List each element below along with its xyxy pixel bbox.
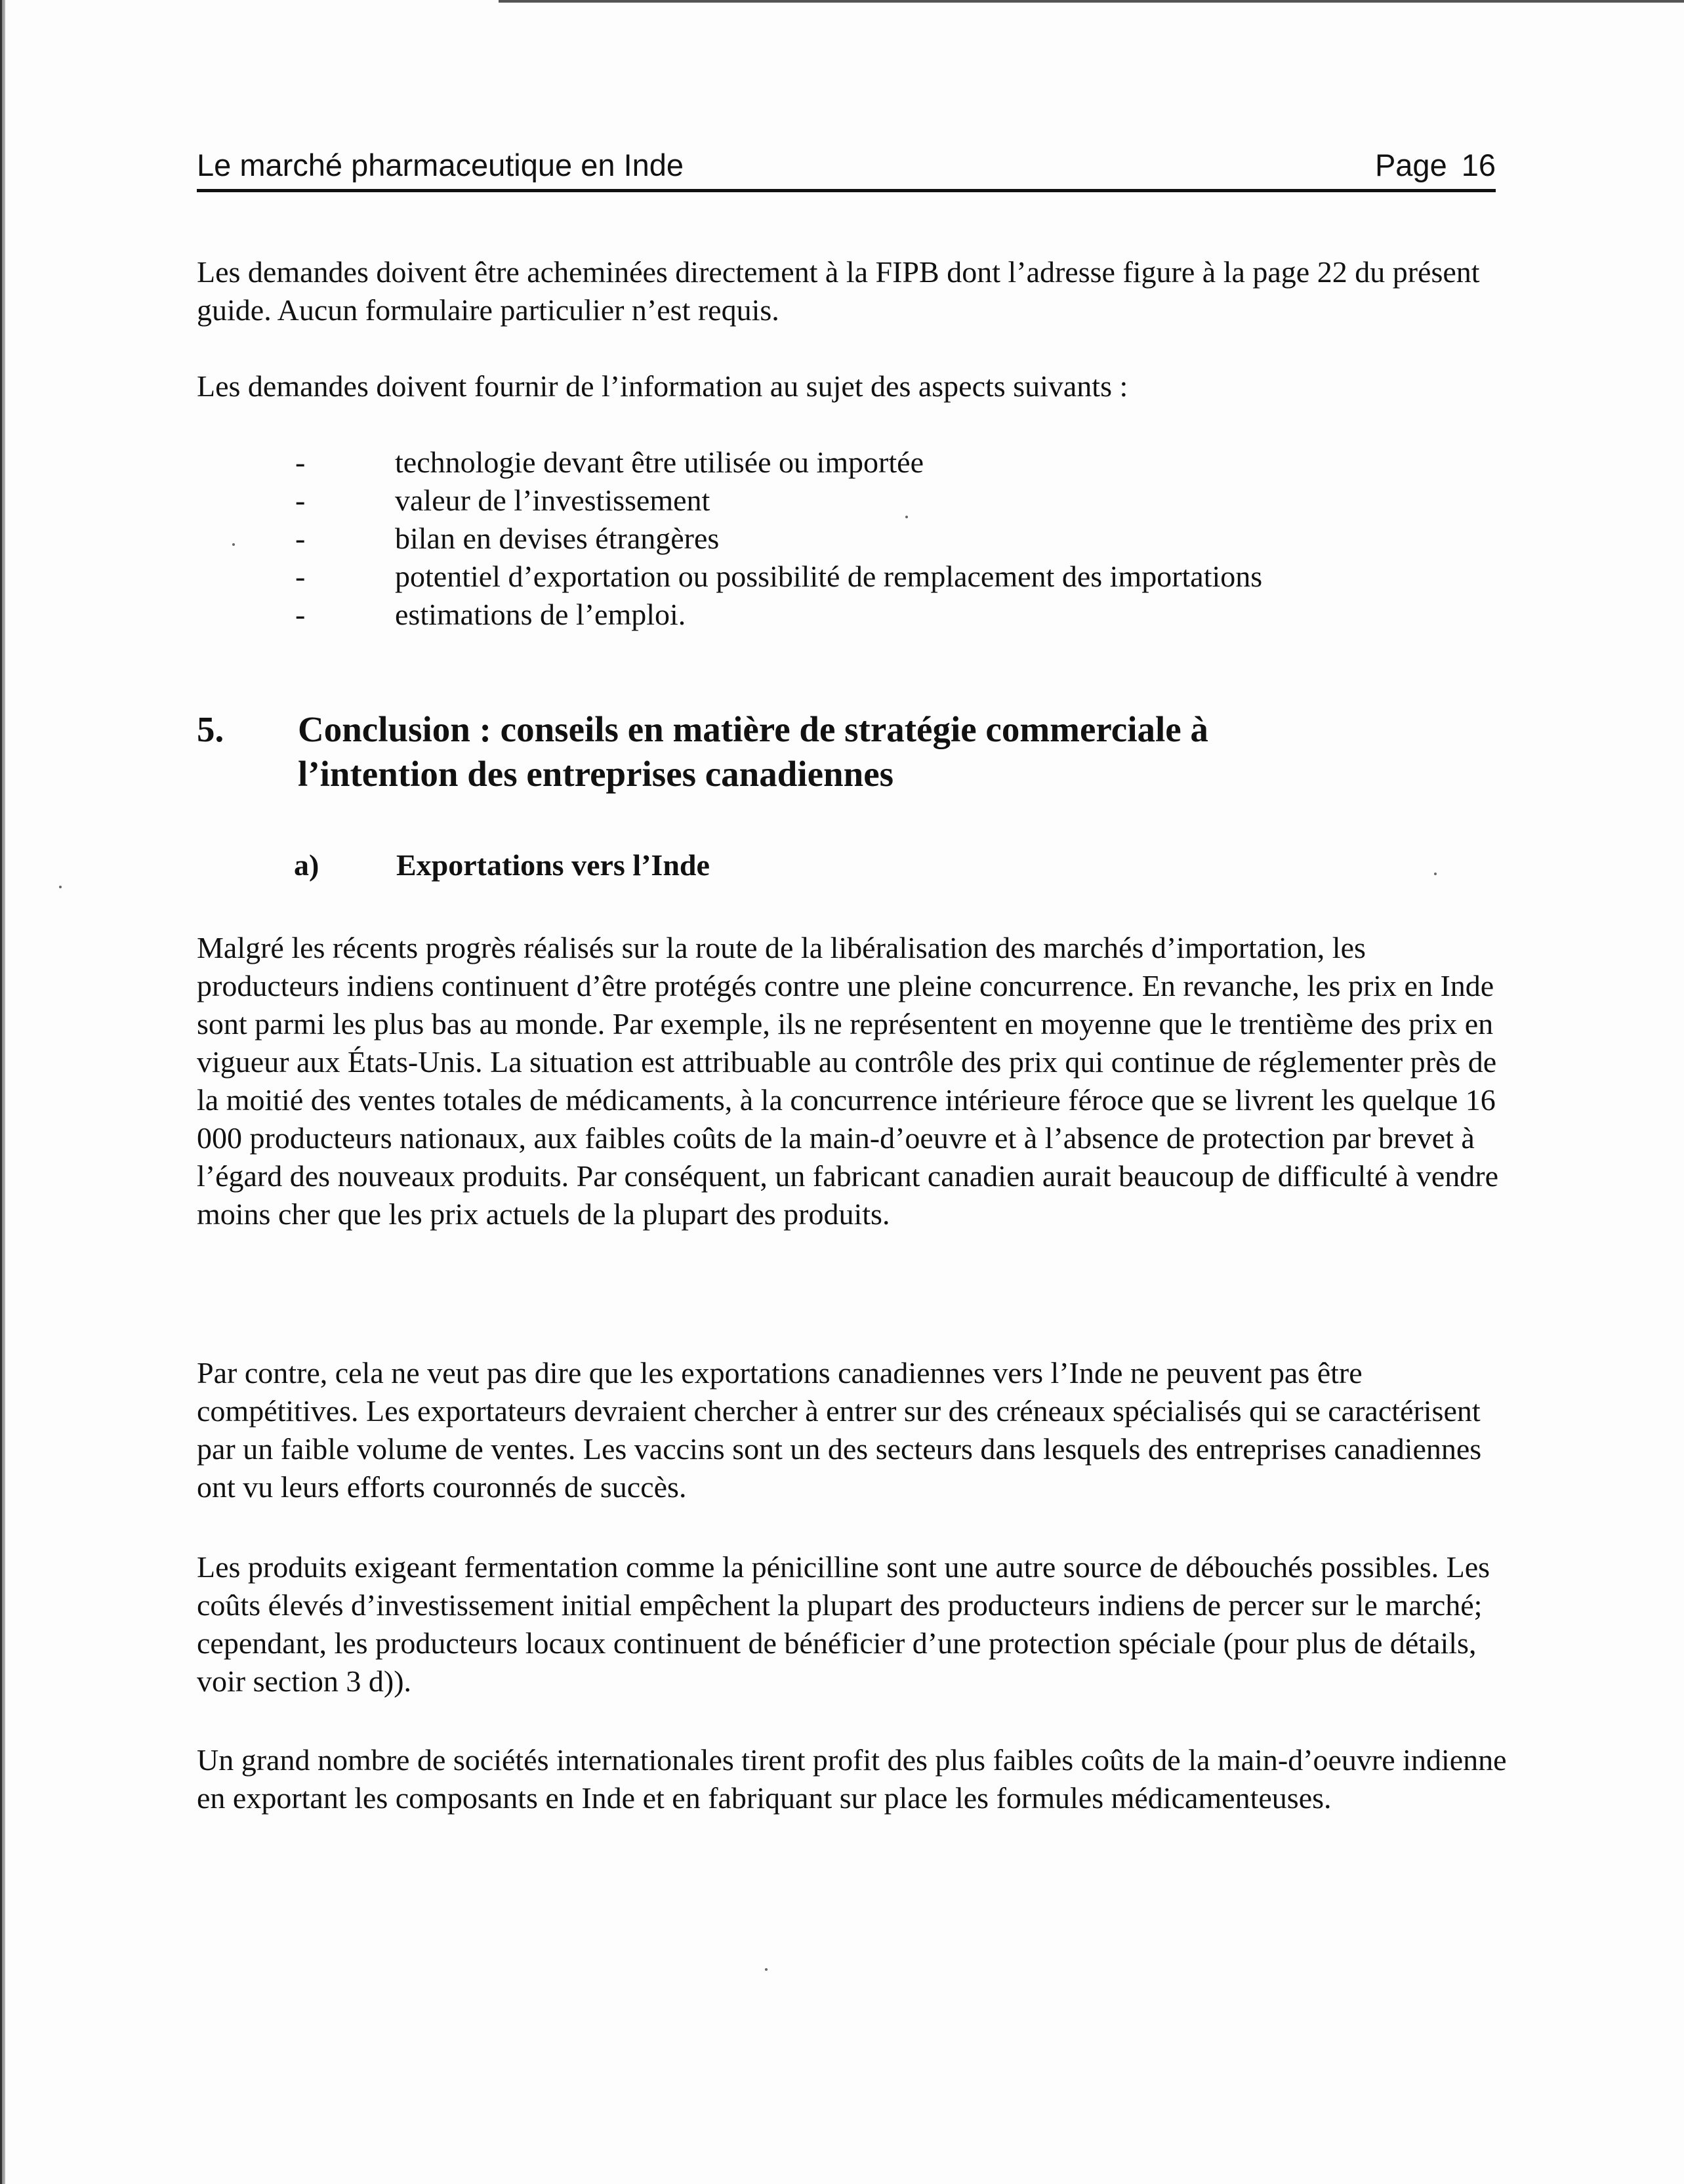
header-title: Le marché pharmaceutique en Inde	[197, 148, 684, 182]
section-title-line-2: l’intention des entreprises canadiennes	[298, 754, 894, 794]
list-item	[197, 596, 1509, 634]
scan-top-edge	[499, 0, 1684, 3]
scan-speck	[1434, 873, 1437, 875]
list-item-text: potentiel d’exportation ou possibilité de remplacement des importations	[395, 560, 1263, 593]
bullet-dash: -	[295, 598, 306, 631]
paragraph-international-firms: Un grand nombre de sociétés internationales tirent profit des plus faibles coûts de la main-d’oeuvre indienne en exportant les composants en Inde et en fabriquant sur place les formules médicamenteuses.	[197, 1743, 1507, 1815]
bullet-dash: -	[295, 560, 306, 593]
page-number-label	[1375, 147, 1496, 183]
scan-speck	[765, 1968, 768, 1971]
bullet-dash: -	[295, 484, 306, 517]
scan-speck	[59, 886, 62, 888]
paragraph-requirements-intro: Les demandes doivent fournir de l’information au sujet des aspects suivants :	[197, 369, 1128, 403]
list-item-text: valeur de l’investissement	[395, 484, 710, 517]
bullet-dash: -	[295, 522, 306, 555]
list-item-text: technologie devant être utilisée ou importée	[395, 445, 924, 479]
subsection-letter: a)	[294, 848, 319, 882]
paragraph-fermentation-products: Les produits exigeant fermentation comme la pénicilline sont une autre source de débouchés possibles. Les coûts élevés d’investissement initial empêchent la plupart des producteurs indiens de percer sur le marché; cependant, les producteurs locaux continuent de bénéficier d’une protection spéciale (pour plus de détails, voir section 3 d)).	[197, 1550, 1490, 1698]
section-title-line-1: Conclusion : conseils en matière de stratégie commerciale à	[298, 709, 1208, 749]
list-item	[197, 443, 1509, 482]
paragraph-niche-exports: Par contre, cela ne veut pas dire que les exportations canadiennes vers l’Inde ne peuvent pas être compétitives. Les exportateurs devraient chercher à entrer sur des créneaux spécialisés qui se caractérisent par un faible volume de ventes. Les vaccins sont un des secteurs dans lesquels des entreprises canadiennes ont vu leurs efforts couronnés de succès.	[197, 1356, 1482, 1504]
bullet-dash: -	[295, 445, 306, 479]
section-title	[298, 707, 1479, 796]
page-number: 16	[1461, 148, 1496, 182]
section-number: 5.	[197, 709, 224, 749]
requirements-list	[197, 443, 1509, 634]
scan-speck	[232, 543, 235, 546]
list-item	[197, 520, 1509, 558]
running-header	[197, 143, 1496, 192]
list-item-text: estimations de l’emploi.	[395, 598, 686, 631]
paragraph-market-protection: Malgré les récents progrès réalisés sur la route de la libéralisation des marchés d’importation, les producteurs indiens continuent d’être protégés contre une pleine concurrence. En revanche, les prix en Inde sont parmi les plus bas au monde. Par exemple, ils ne représentent en moyenne que le trentième des prix en vigueur aux États-Unis. La situation est attribuable au contrôle des prix qui continue de réglementer près de la moitié des ventes totales de médicaments, à la concurrence intérieure féroce que se livrent les quelque 16 000 producteurs nationaux, aux faibles coûts de la main-d’oeuvre et à l’absence de protection par brevet à l’égard des nouveaux produits. Par conséquent, un fabricant canadien aurait beaucoup de difficulté à vendre moins cher que les prix actuels de la plupart des produits.	[197, 931, 1499, 1231]
paragraph-fipb-submission: Les demandes doivent être acheminées directement à la FIPB dont l’adresse figure à la page 22 du présent guide. Aucun formulaire particulier n’est requis.	[197, 255, 1480, 327]
list-item-text: bilan en devises étrangères	[395, 522, 720, 555]
list-item	[197, 558, 1509, 596]
scan-speck	[905, 516, 908, 518]
scan-left-edge	[0, 0, 5, 2184]
subsection-title: Exportations vers l’Inde	[396, 848, 710, 882]
list-item	[197, 482, 1509, 520]
page-word: Page	[1374, 148, 1447, 182]
